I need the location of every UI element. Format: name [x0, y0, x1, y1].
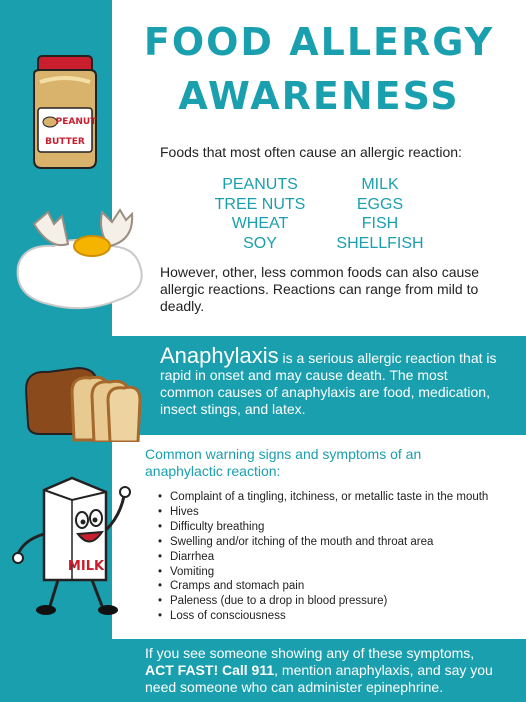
intro-text: Foods that most often cause an allergic reaction:: [160, 144, 462, 160]
food-list-column-1: [200, 175, 320, 253]
food-item: TREE NUTS: [214, 195, 306, 213]
page-title-line1: FOOD ALLERGY: [143, 20, 495, 64]
symptoms-list: [158, 490, 488, 624]
bread-loaf-icon: [22, 362, 142, 442]
page-title-line2: AWARENESS: [178, 74, 460, 118]
food-item: SOY: [243, 234, 277, 252]
less-common-paragraph: However, other, less common foods can also cause allergic reactions. Reactions can range from mild to deadly.: [160, 264, 480, 314]
jar-label-line2: BUTTER: [45, 137, 85, 147]
peanut-butter-jar-icon: [28, 52, 102, 172]
symptom-item: • Complaint of a tingling, itchiness, or metallic taste in the mouth: [158, 490, 488, 505]
symptom-item: • Difficulty breathing: [158, 520, 488, 535]
action-rest: , mention anaphylaxis, and say you need someone who can administer epinephrine.: [145, 662, 493, 695]
anaphylaxis-term: Anaphylaxis: [160, 343, 279, 368]
food-item: FISH: [361, 215, 399, 232]
food-item: EGGS: [356, 195, 404, 213]
milk-carton-label: MILK: [67, 559, 105, 574]
cracked-egg-icon: [14, 204, 154, 314]
food-item: MILK: [361, 176, 399, 193]
symptom-item: • Hives: [158, 505, 488, 520]
action-emphasis: ACT FAST! Call 911: [145, 662, 275, 678]
warning-heading: Common warning signs and symptoms of an anaphylactic reaction:: [145, 446, 422, 479]
symptom-item: • Loss of consciousness: [158, 609, 488, 624]
action-intro: If you see someone showing any of these symptoms,: [145, 645, 475, 661]
action-paragraph: [145, 645, 515, 696]
food-list-column-2: [325, 175, 435, 253]
food-item: SHELLFISH: [336, 234, 424, 252]
symptom-item: • Paleness (due to a drop in blood pressure): [158, 594, 488, 609]
symptom-item: • Vomiting: [158, 565, 488, 580]
food-item: PEANUTS: [222, 176, 298, 193]
jar-label-line1: PEANUT: [55, 117, 97, 127]
milk-carton-icon: [10, 470, 140, 620]
food-item: WHEAT: [231, 215, 289, 232]
symptom-item: • Cramps and stomach pain: [158, 579, 488, 594]
symptom-item: • Diarrhea: [158, 550, 488, 565]
anaphylaxis-paragraph: [160, 343, 500, 418]
anaphylaxis-text: is a serious allergic reaction that is rapid in onset and may cause death. The most common causes of anaphylaxis are food, medication, insect stings, and latex.: [160, 350, 497, 417]
symptom-item: • Swelling and/or itching of the mouth and throat area: [158, 535, 488, 550]
